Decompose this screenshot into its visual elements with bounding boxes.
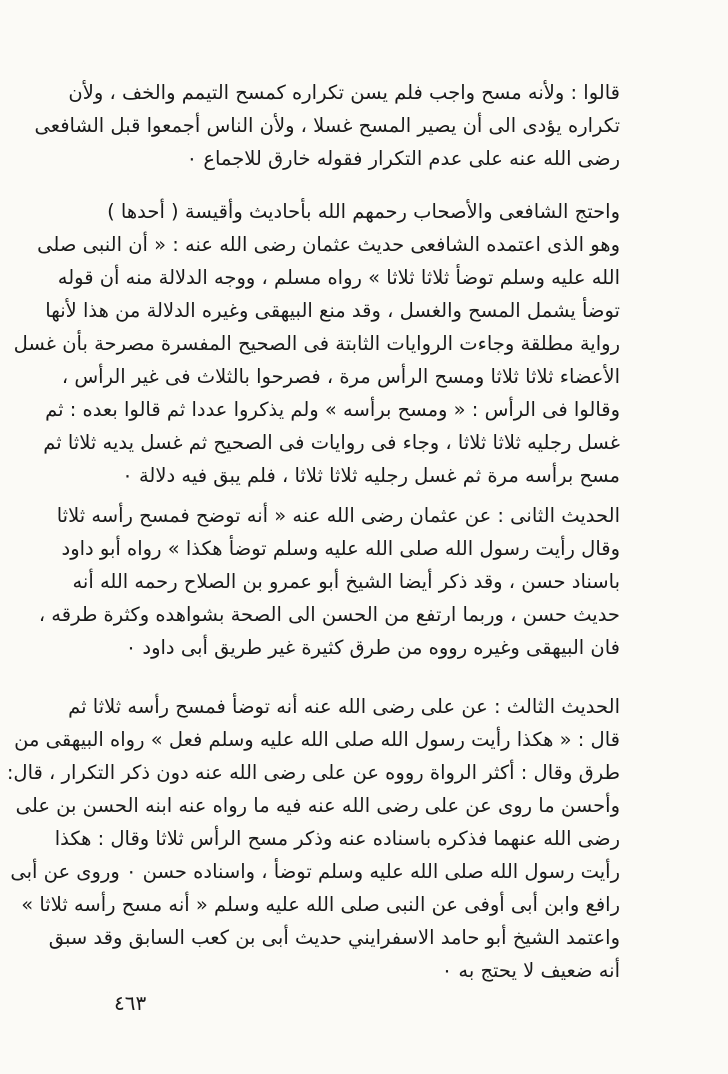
text-line: طرق وقال : أكثر الرواة رووه عن على رضى الله عنه دون ذكر التكرار ، قال: bbox=[6, 761, 620, 784]
text-line: واعتمد الشيخ أبو حامد الاسفرايني حديث أبى بن كعب السابق وقد سبق bbox=[48, 926, 620, 949]
text-line: الحديث الثانى : عن عثمان رضى الله عنه « أنه توضح فمسح رأسه ثلاثا bbox=[56, 504, 620, 527]
text-line: وقال رأيت رسول الله صلى الله عليه وسلم توضأ هكذا » رواه أبو داود bbox=[61, 537, 620, 560]
text-line: واحتج الشافعى والأصحاب رحمهم الله بأحاديث وأقيسة ( أحدها ) bbox=[107, 200, 620, 223]
text-line: مسح برأسه مرة ثم غسل رجليه ثلاثا ثلاثا ، فلم يبق فيه دلالة ٠ bbox=[122, 464, 620, 487]
text-line: أنه ضعيف لا يحتج به ٠ bbox=[441, 959, 620, 982]
text-line: رافع وابن أبى أوفى عن النبى صلى الله عليه وسلم « أنه مسح رأسه ثلاثا » bbox=[21, 893, 620, 916]
text-line: غسل رجليه ثلاثا ثلاثا ، وجاء فى روايات فى الصحيح ثم غسل يديه ثلاثا ثم bbox=[43, 431, 620, 454]
paragraph-4 bbox=[6, 690, 620, 987]
text-line: الله عليه وسلم توضأ ثلاثا ثلاثا » رواه مسلم ، ووجه الدلالة منه أن قوله bbox=[57, 266, 620, 289]
text-line: رضى الله عنهما فذكره باسناده عنه وذكر مسح الرأس ثلاثا وقال : هكذا bbox=[54, 827, 620, 850]
text-line: رواية مطلقة وجاءت الروايات الثابتة فى الصحيح المفسرة مصرحة بأن غسل bbox=[13, 332, 620, 355]
text-line: رضى الله عنه على عدم التكرار فقوله خارق للاجماع ٠ bbox=[186, 147, 620, 170]
text-line: الحديث الثالث : عن على رضى الله عنه أنه توضأ فمسح رأسه ثلاثا ثم bbox=[68, 695, 620, 718]
text-line: حديث حسن ، وربما ارتفع من الحسن الى الصحة بشواهده وكثرة طرقه ، bbox=[38, 603, 620, 626]
text-line: الأعضاء ثلاثا ثلاثا ومسح الرأس مرة ، فصرحوا بالثلاث فى غير الرأس ، bbox=[61, 365, 620, 388]
text-line: رأيت رسول الله صلى الله عليه وسلم توضأ ، واسناده حسن ٠ وروى عن أبى bbox=[10, 860, 620, 883]
text-line: قالوا : ولأنه مسح واجب فلم يسن تكراره كمسح التيمم والخف ، ولأن bbox=[68, 81, 620, 104]
text-line: توضأ يشمل المسح والغسل ، وقد منع البيهقى وغيره الدلالة من هذا لأنها bbox=[45, 299, 620, 322]
text-line: وهو الذى اعتمده الشافعى حديث عثمان رضى الله عنه : « أن النبى صلى bbox=[37, 233, 620, 256]
paragraph-1 bbox=[34, 76, 620, 175]
page-number: ٤٦٣ bbox=[114, 991, 147, 1015]
paragraph-2 bbox=[13, 195, 620, 492]
text-line: وأحسن ما روى عن على رضى الله عنه فيه ما رواه عنه ابنه الحسن بن على bbox=[15, 794, 620, 817]
text-line: باسناد حسن ، وقد ذكر أيضا الشيخ أبو عمرو بن الصلاح رحمه الله أنه bbox=[72, 570, 620, 593]
text-line: وقالوا فى الرأس : « ومسح برأسه » ولم يذكروا عددا ثم قالوا بعده : ثم bbox=[45, 398, 620, 421]
text-line: فان البيهقى وغيره رووه من طرق كثيرة غير طريق أبى داود ٠ bbox=[125, 636, 620, 659]
paragraph-3 bbox=[38, 499, 620, 664]
text-line: تكراره يؤدى الى أن يصير المسح غسلا ، ولأن الناس أجمعوا قبل الشافعى bbox=[34, 114, 620, 137]
text-line: قال : « هكذا رأيت رسول الله صلى الله عليه وسلم فعل » رواه البيهقى من bbox=[14, 728, 620, 751]
